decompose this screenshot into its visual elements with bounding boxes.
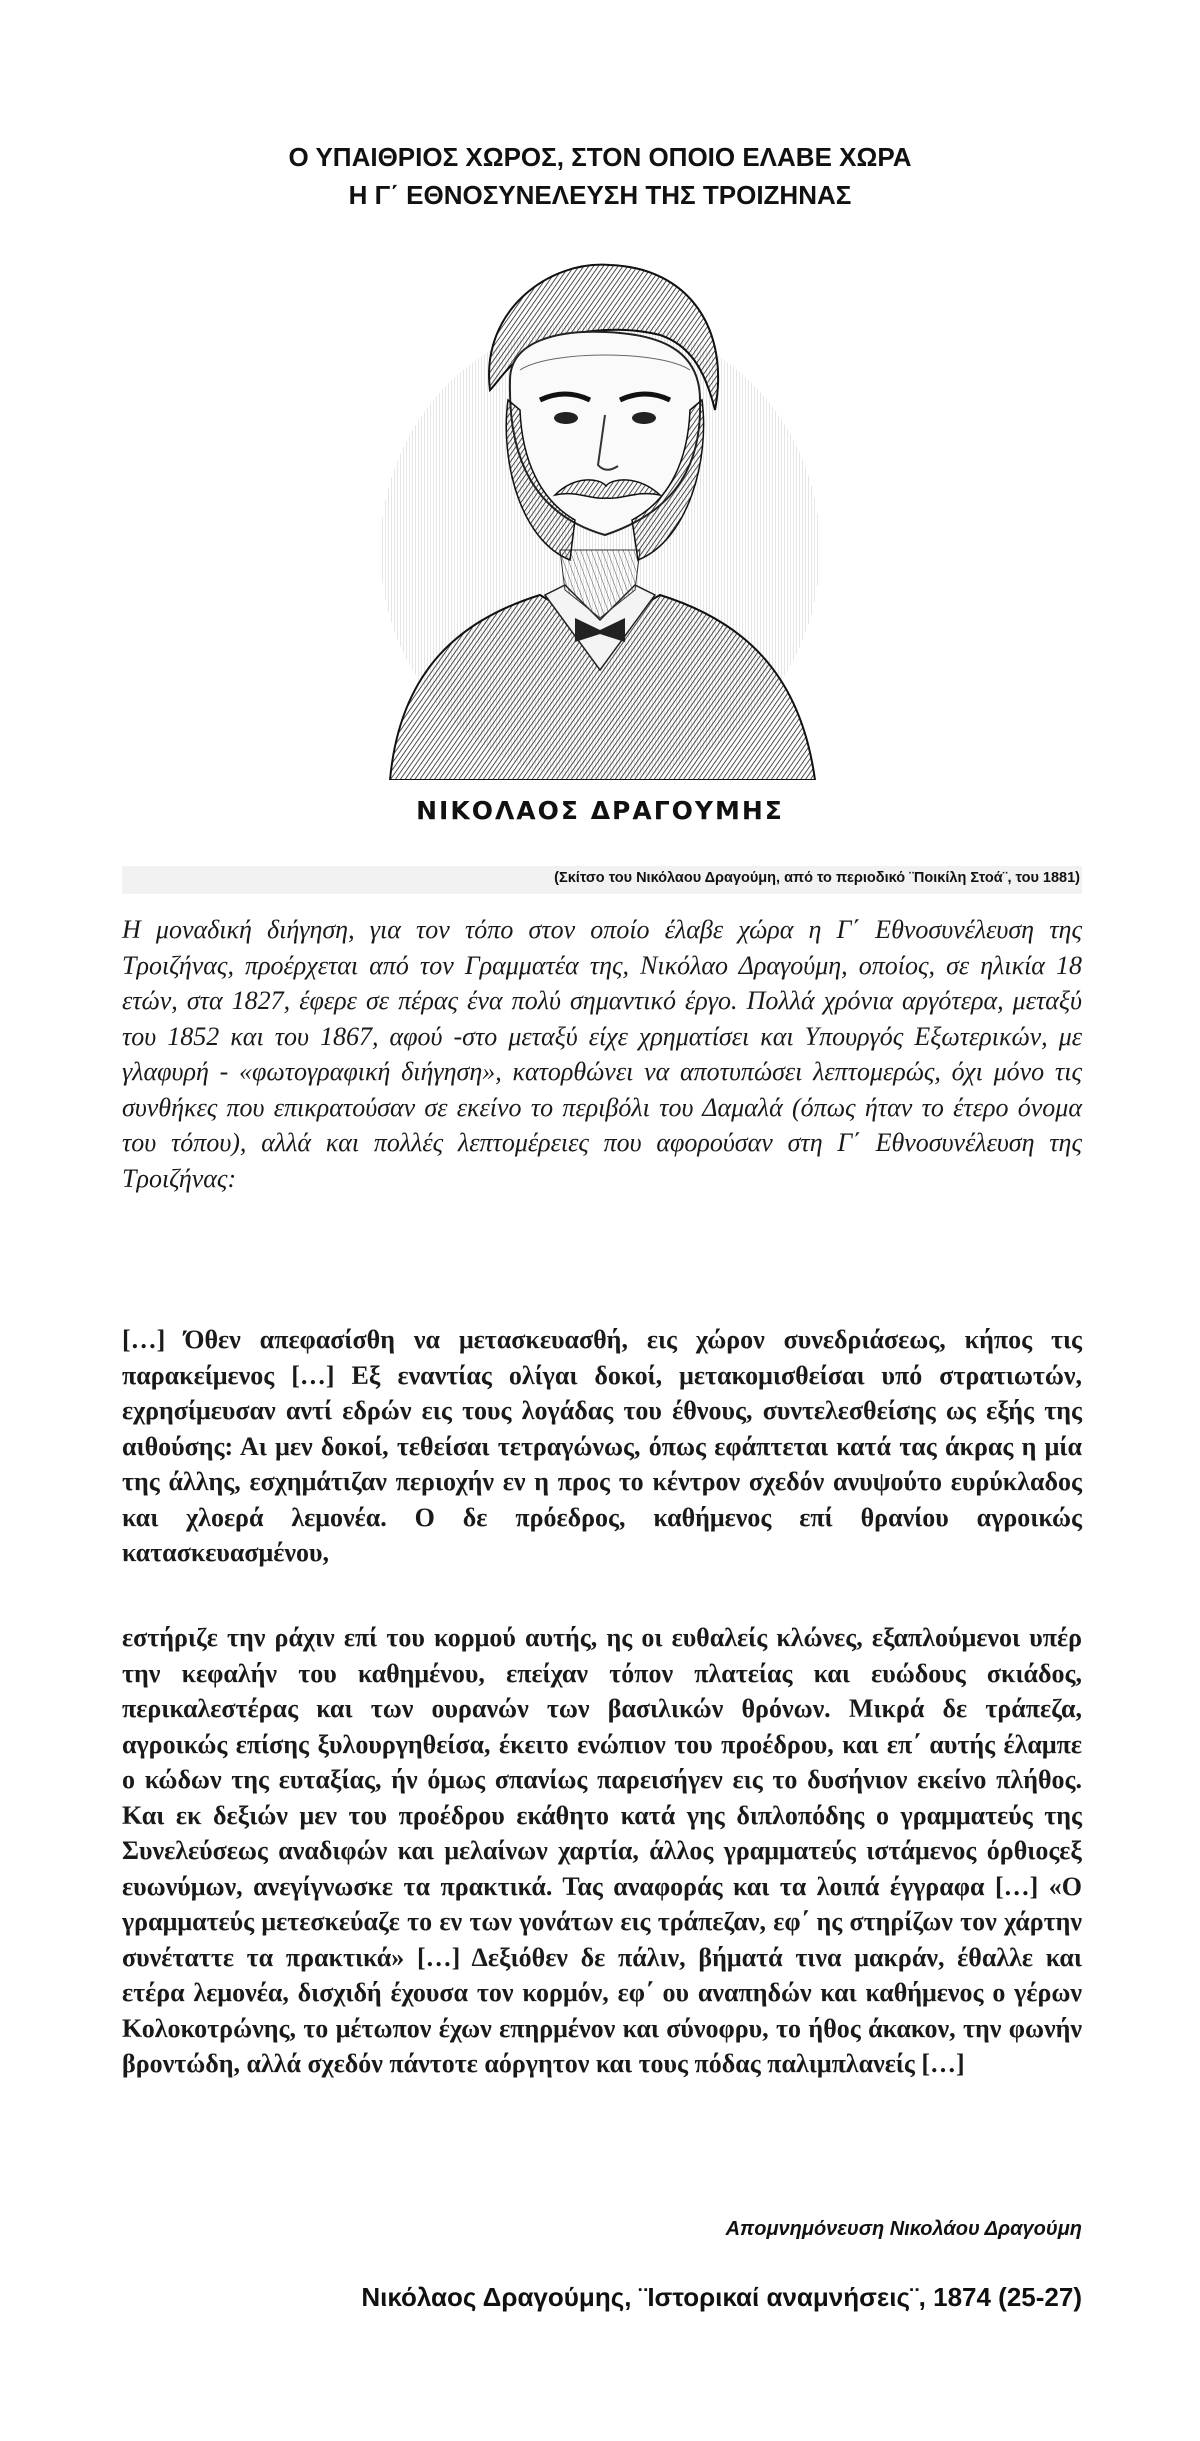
intro-paragraph: Η μοναδική διήγηση, για τον τόπο στον οποίο έλαβε χώρα η Γ΄ Εθνοσυνέλευση της Τροιζήνας, προέρχεται από τον Γραμματέα της, Νικόλαο Δραγούμη, οποίος, σε ηλικία 18 ετών, στα 1827, έφερε σε πέρας ένα πολύ σημαντικό έργο. Πολλά χρόνια αργότερα, μεταξύ του 1852 και του 1867, αφού -στο μεταξύ είχε χρηματίσει και Υπουργός Εξωτερικών, με γλαφυρή - «φωτογραφική διήγηση», κατορθώνει να αποτυπώσει λεπτομερώς, όχι μόνο τις συνθήκες που επικρατούσαν σε εκείνο το περιβόλι του Δαμαλά (όπως ήταν το έτερο όνομα του τόπου), αλλά και πολλές λεπτομέρειες που αφορούσαν στη Γ΄ Εθνοσυνέλευση της Τροιζήνας: [122,915,1082,1193]
quote-paragraph-2: εστήριζε την ράχιν επί του κορμού αυτής, ης οι ευθαλείς κλώνες, εξαπλούμενοι υπέρ την κεφαλήν του καθημένου, επείχαν τόπον πλατείας και ευώδους σκιάδος, περικαλεστέρας και των ουρανών των βασιλικών θρόνων. Μικρά δε τράπεζα, αγροικώς επίσης ξυλουργηθείσα, έκειτο ενώπιον του προέδρου, και επ΄ αυτής έλαμπε ο κώδων της ευταξίας, ήν όμως σπανίως παρεισήγεν εις το δυσήνιον εκείνο πλήθος. Και εκ δεξιών μεν του προέδρου εκάθητο κατά γης διπλοπόδης ο γραμματεύς της Συνελεύσεως αναδιφών και μελαίνων χαρτία, άλλος γραμματεύς ιστάμενος όρθιοςεξ ευωνύμων, ανεγίγνωσκε τα πρακτικά. Τας αναφοράς και τα λοιπά έγγραφα […] «Ο γραμματεύς μετεσκεύαζε το εν των γονάτων εις τράπεζαν, εφ΄ ης στηρίζων τον χάρτην συνέταττε τα πρακτικά» […] Δεξιόθεν δε πάλιν, βήματά τινα μακράν, έθαλλε και ετέρα λεμονέα, δισχιδή έχουσα τον κορμόν, εφ΄ ου αναπηδών και καθήμενος ο γέρων Κολοκοτρώνης, το μέτωπον έχων επηρμένον και σύνοφρυ, το ήθος άκακον, την φωνήν βροντώδη, αλλά σχεδόν πάντοτε αόργητον και τους πόδας παλιμπλανείς […] [122,1623,1082,2078]
title-line-1: Ο ΥΠΑΙΘΡΙΟΣ ΧΩΡΟΣ, ΣΤΟΝ ΟΠΟΙΟ ΕΛΑΒΕ ΧΩΡΑ [288,142,912,172]
page-title [0,138,1200,214]
quote-paragraph-1: […] Όθεν απεφασίσθη να μετασκευασθή, εις χώρον συνεδριάσεως, κήπος τις παρακείμενος […] Εξ εναντίας ολίγαι δοκοί, μετακομισθείσαι υπό στρατιωτών, εχρησίμευσαν αντί εδρών εις τους λογάδας του έθνους, συντελεσθείσης ως εξής της αιθούσης: Αι μεν δοκοί, τεθείσαι τετραγώνως, όπως εφάπτεται κατά τας άκρας η μία της άλλης, εσχημάτιζαν περιοχήν εν η προς το κέντρον σχεδόν ανυψούτο ευρύκλαδος και χλοερά λεμονέα. Ο δε πρόεδρος, καθήμενος επί θρανίου αγροικώς κατασκευασμένου, [122,1325,1082,1567]
source-citation: Νικόλαος Δραγούμης, ¨Ιστορικαί αναμνήσεις¨, 1874 (25-27) [361,2282,1082,2312]
image-credit-bar [122,866,1082,894]
image-credit: (Σκίτσο του Νικόλαου Δραγούμη, από το περιοδικό ¨Ποικίλη Στοά¨, του 1881) [554,870,1080,886]
portrait-caption: ΝΙΚΟΛΑΟΣ ΔΡΑΓΟΥΜΗΣ [416,796,784,825]
portrait-engraving [370,250,830,780]
title-line-2: Η Γ΄ ΕΘΝΟΣΥΝΕΛΕΥΣΗ ΤΗΣ ΤΡΟΙΖΗΝΑΣ [348,180,852,210]
quote-attribution: Απομνημόνευση Νικολάου Δραγούμη [725,2218,1082,2240]
